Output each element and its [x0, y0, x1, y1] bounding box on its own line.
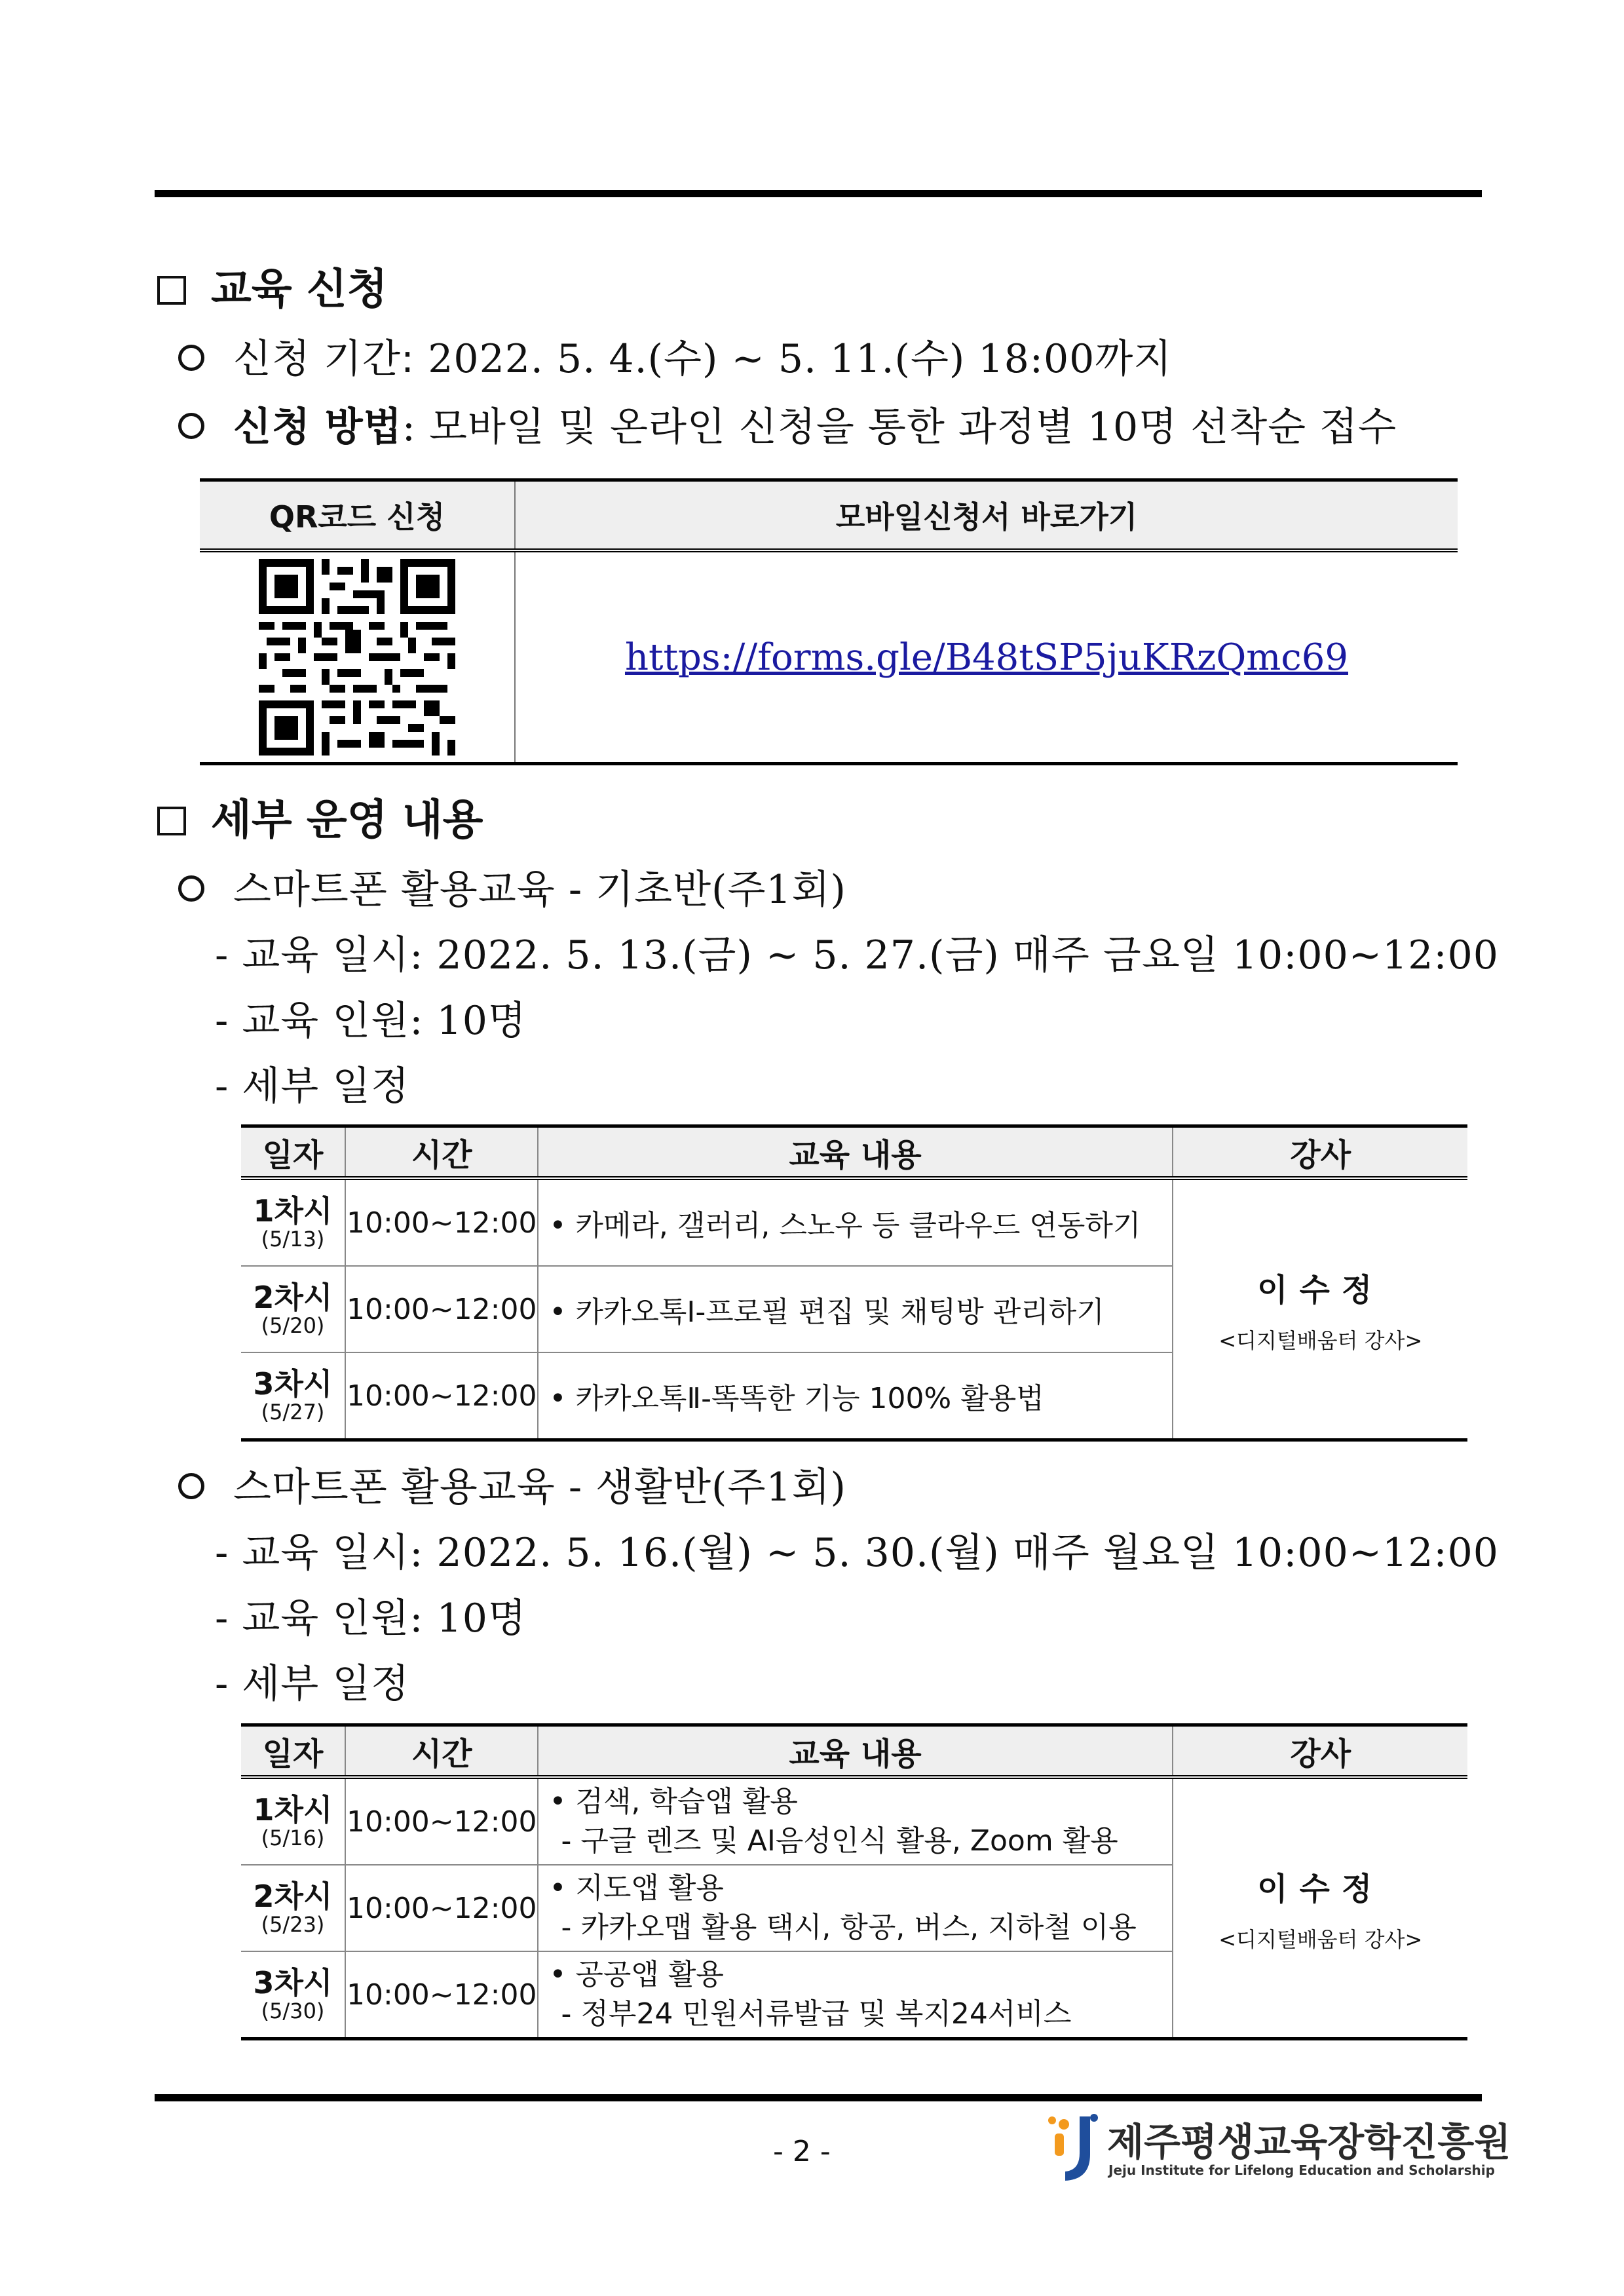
session-time: 10:00~12:00	[345, 1951, 538, 2039]
checkbox-square-icon	[157, 276, 186, 305]
session-date: (5/16)	[261, 1826, 325, 1850]
session-content: • 카메라, 갤러리, 스노우 등 클라우드 연동하기	[538, 1178, 1173, 1266]
teacher-cell	[1173, 1178, 1467, 1440]
header-day: 일자	[241, 1126, 345, 1179]
session-date: (5/27)	[261, 1400, 325, 1425]
checkbox-square-icon	[157, 807, 186, 835]
life-course-date: - 교육 일시: 2022. 5. 16.(월) ~ 5. 30.(월) 매주 월요일 10:00~12:00	[215, 1530, 1499, 1576]
session-round: 3차시	[253, 1965, 333, 2000]
mobile-form-link[interactable]: https://forms.gle/B48tSP5juKRzQmc69	[515, 550, 1458, 764]
header-day: 일자	[241, 1725, 345, 1778]
table-row	[241, 1777, 1467, 1865]
header-content: 교육 내용	[538, 1126, 1173, 1179]
session-round: 2차시	[253, 1280, 333, 1315]
org-name-en: Jeju Institute for Lifelong Education and Scholarship	[1108, 2162, 1495, 2178]
qr-apply-table	[200, 478, 1458, 765]
basic-course-title: 스마트폰 활용교육 - 기초반(주1회)	[178, 865, 846, 915]
session-content	[538, 1865, 1173, 1951]
session-content	[538, 1777, 1173, 1865]
session-content-main: • 공공앱 활용	[549, 1958, 724, 1991]
life-schedule-table	[241, 1723, 1467, 2040]
teacher-affiliation: <디지털배움터 강사>	[1218, 1926, 1423, 1952]
life-course-title: 스마트폰 활용교육 - 생활반(주1회)	[178, 1463, 846, 1512]
basic-course-people: - 교육 인원: 10명	[215, 998, 527, 1044]
qr-column-header: QR코드 신청	[200, 480, 515, 551]
header-content: 교육 내용	[538, 1725, 1173, 1778]
session-round: 3차시	[253, 1366, 333, 1402]
session-content	[538, 1951, 1173, 2039]
session-content-sub: - 정부24 민원서류발급 및 복지24서비스	[561, 1997, 1072, 2031]
org-logo	[1042, 2111, 1511, 2183]
basic-course-schedule-label: - 세부 일정	[215, 1063, 410, 1109]
session-time: 10:00~12:00	[345, 1266, 538, 1352]
section-title-details: 세부 운영 내용	[157, 794, 483, 847]
basic-schedule-table	[241, 1124, 1467, 1442]
mobile-form-column-header: 모바일신청서 바로가기	[515, 480, 1458, 551]
session-time: 10:00~12:00	[345, 1777, 538, 1865]
top-rule	[155, 190, 1482, 197]
life-course-people: - 교육 인원: 10명	[215, 1596, 527, 1641]
circle-bullet-icon	[178, 413, 204, 439]
table-row	[241, 1178, 1467, 1266]
session-date: (5/13)	[261, 1227, 325, 1252]
header-time: 시간	[345, 1725, 538, 1778]
session-time: 10:00~12:00	[345, 1865, 538, 1951]
section-title-apply: 교육 신청	[157, 263, 388, 316]
session-content: • 카카오톡Ⅰ-프로필 편집 및 채팅방 관리하기	[538, 1266, 1173, 1352]
circle-bullet-icon	[178, 1473, 204, 1499]
session-content-sub: - 카카오맵 활용 택시, 항공, 버스, 지하철 이용	[561, 1911, 1137, 1944]
session-date: (5/30)	[261, 1999, 325, 2023]
apply-method: 신청 방법: 모바일 및 온라인 신청을 통한 과정별 10명 선착순 접수	[178, 402, 1397, 452]
session-date: (5/20)	[261, 1313, 325, 1338]
header-teacher: 강사	[1173, 1126, 1467, 1179]
teacher-cell	[1173, 1777, 1467, 2039]
session-content: • 카카오톡Ⅱ-똑똑한 기능 100% 활용법	[538, 1352, 1173, 1440]
qr-cell	[200, 550, 515, 764]
session-date: (5/23)	[261, 1912, 325, 1937]
header-time: 시간	[345, 1126, 538, 1179]
org-logo-icon	[1042, 2111, 1102, 2183]
qr-code-icon[interactable]	[259, 559, 455, 756]
session-content-sub: - 구글 렌즈 및 AI음성인식 활용, Zoom 활용	[561, 1824, 1118, 1858]
page-number: - 2 -	[773, 2135, 831, 2168]
header-teacher: 강사	[1173, 1725, 1467, 1778]
teacher-name: 이수정	[1257, 1870, 1384, 1907]
session-content-main: • 검색, 학습앱 활용	[549, 1785, 798, 1818]
life-course-schedule-label: - 세부 일정	[215, 1661, 410, 1707]
session-round: 1차시	[253, 1193, 333, 1229]
basic-course-date: - 교육 일시: 2022. 5. 13.(금) ~ 5. 27.(금) 매주 금요일 10:00~12:00	[215, 932, 1499, 978]
bottom-rule	[155, 2094, 1482, 2101]
session-content-main: • 지도앱 활용	[549, 1871, 724, 1905]
session-round: 1차시	[253, 1792, 333, 1827]
session-time: 10:00~12:00	[345, 1178, 538, 1266]
apply-period: 신청 기간: 2022. 5. 4.(수) ~ 5. 11.(수) 18:00까지	[178, 334, 1172, 384]
teacher-name: 이수정	[1257, 1271, 1384, 1309]
org-name: 제주평생교육장학진흥원	[1107, 2120, 1511, 2164]
session-round: 2차시	[253, 1879, 333, 1914]
teacher-affiliation: <디지털배움터 강사>	[1218, 1328, 1423, 1353]
circle-bullet-icon	[178, 345, 204, 371]
circle-bullet-icon	[178, 875, 204, 902]
session-time: 10:00~12:00	[345, 1352, 538, 1440]
